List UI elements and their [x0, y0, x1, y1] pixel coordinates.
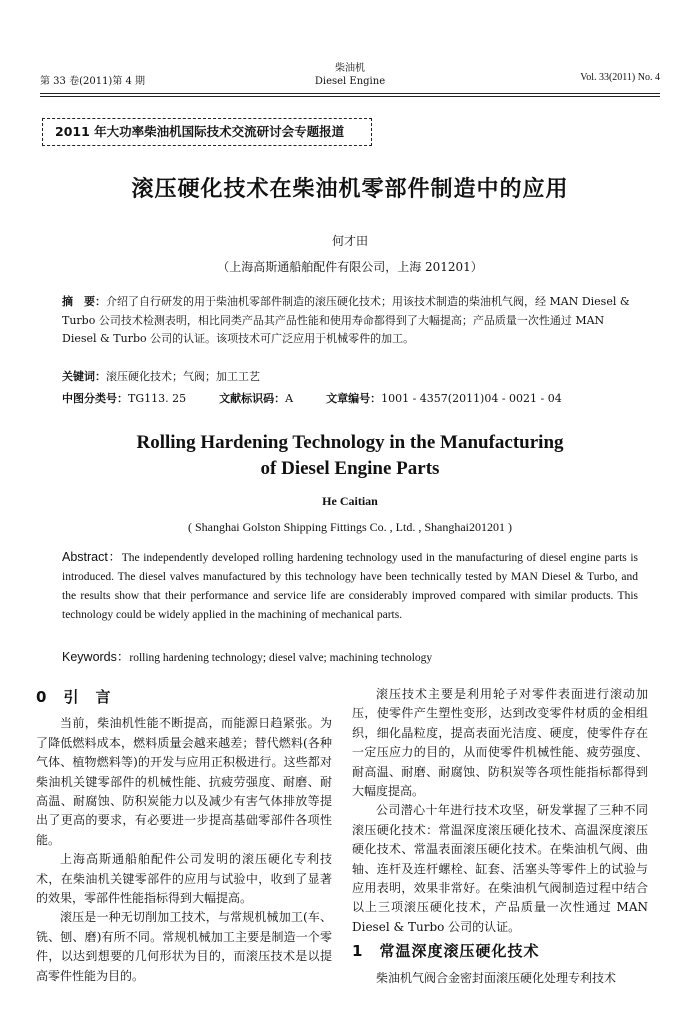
paragraph: 公司潜心十年进行技术攻坚，研发掌握了三种不同滚压硬化技术：常温深度滚压硬化技术、高温深度滚压硬化技术、常温表面滚压硬化技术。在柴油机气阀、曲轴、连杆及连杆螺栓、缸套、活塞头等零件上的试验与应用表明，效果非常好。在柴油机气阀制造过程中结合以上三项滚压硬化技术，产品质量一次性通过 MAN Diesel & Turbo 公司的认证。 [352, 803, 648, 934]
author-zh: 何才田 [331, 234, 368, 248]
article-number-value: 1001 - 4357(2011)04 - 0021 - 04 [381, 392, 562, 405]
paragraph: 当前，柴油机性能不断提高，而能源日趋紧张。为了降低燃料成本，燃料质量会越来越差；替代燃料(各种气体、植物燃料等)的开发与应用正积极进行。这些都对柴油机关键零部件的机械性能、抗疲劳强度、耐磨、耐高温、耐腐蚀、防积炭能力以及减少有害气体排放等提出了更高的要求，有必要进一步提高基础零部件各项性能。 [36, 716, 332, 847]
header-rule-top [40, 93, 660, 94]
title-en-line2: of Diesel Engine Parts [260, 458, 440, 479]
abstract-en-label: Abstract： [62, 550, 122, 564]
special-report-banner: 2011 年大功率柴油机国际技术交流研讨会专题报道 [42, 118, 372, 146]
abstract-en-text: The independently developed rolling hardening technology used in the manufacturing of diesel engine parts is introduced. The diesel valves manufactured by this technology have been technically tested by MAN Diesel & Turbo, and the results show that their performance and service life are considerably improved compared with similar products. This technology could be widely applied in the machining of mechanical parts. [62, 552, 638, 621]
page-header [40, 60, 660, 90]
keywords-en-label: Keywords： [62, 650, 130, 664]
journal-name-en: Diesel Engine [314, 76, 386, 87]
section-title: 常温深度滚压硬化技术 [379, 942, 540, 961]
keywords-zh-text: 滚压硬化技术；气阀；加工工艺 [106, 370, 260, 383]
abstract-en [62, 548, 638, 625]
keywords-en [62, 647, 638, 665]
journal-volume-en: Vol. 33(2011) No. 4 [580, 72, 660, 83]
author-en: He Caitian [322, 494, 378, 508]
affiliation-zh: （上海高斯通船舶配件有限公司，上海 201201） [217, 260, 483, 274]
body-column-left [36, 685, 332, 986]
section-heading-1 [352, 942, 648, 961]
keywords-zh-label: 关键词： [62, 370, 106, 383]
title-en [0, 430, 700, 482]
header-rule-bottom [40, 96, 660, 97]
title-en-line1: Rolling Hardening Technology in the Manufacturing [136, 432, 564, 453]
affiliation-en: ( Shanghai Golston Shipping Fittings Co. , Ltd. , Shanghai201201 ) [187, 520, 512, 534]
abstract-zh-label: 摘 要： [62, 295, 106, 308]
journal-name [40, 62, 660, 88]
keywords-en-text: rolling hardening technology; diesel valve; machining technology [129, 652, 433, 664]
clc-label: 中图分类号： [62, 392, 128, 405]
paragraph: 柴油机气阀合金密封面滚压硬化处理专利技术 [376, 970, 617, 985]
title-zh: 滚压硬化技术在柴油机零部件制造中的应用 [131, 177, 569, 202]
clc-value: TG113. 25 [128, 392, 187, 405]
section-title: 引 言 [63, 688, 112, 706]
journal-name-zh: 柴油机 [335, 63, 365, 74]
doc-code-value: A [285, 392, 294, 405]
section-number: 0 [36, 688, 48, 706]
section-number: 1 [352, 942, 364, 961]
keywords-zh [62, 368, 638, 384]
abstract-zh [62, 293, 638, 349]
journal-volume: 第 33 卷(2011)第 4 期 [40, 76, 146, 87]
doc-code-label: 文献标识码： [219, 392, 286, 405]
body-column-right [352, 685, 648, 988]
section-heading-intro [36, 688, 332, 707]
paragraph: 上海高斯通船舶配件公司发明的滚压硬化专利技术，在柴油机关键零部件的应用与试验中，收到了显著的效果，零部件性能指标得到大幅提高。 [36, 852, 332, 906]
abstract-zh-text: 介绍了自行研发的用于柴油机零部件制造的滚压硬化技术；用该技术制造的柴油机气阀，经 MAN Diesel & Turbo 公司技术检测表明，相比同类产品其产品性能和使用寿命都得到了大幅提高；产品质量一次性通过 MAN Diesel & Turbo 公司的认证。该项技术可广泛应用于机械零件的加工。 [62, 295, 630, 345]
classification-row [62, 390, 638, 406]
paragraph: 滚压技术主要是利用轮子对零件表面进行滚动加压，使零件产生塑性变形，达到改变零件材质的金相组织，细化晶粒度，提高表面光洁度、硬度，使零件存在一定压应力的目的，从而使零件机械性能、疲劳强度、耐高温、耐磨、耐腐蚀、防积炭等各项性能指标都得到大幅度提高。 [352, 687, 648, 799]
paragraph: 滚压是一种无切削加工技术，与常规机械加工(车、铣、刨、磨)有所不同。常规机械加工主要是制造一个零件，以达到想要的几何形状为目的，而滚压技术是以提高零件性能为目的。 [36, 910, 332, 983]
article-number-label: 文章编号： [326, 392, 382, 405]
